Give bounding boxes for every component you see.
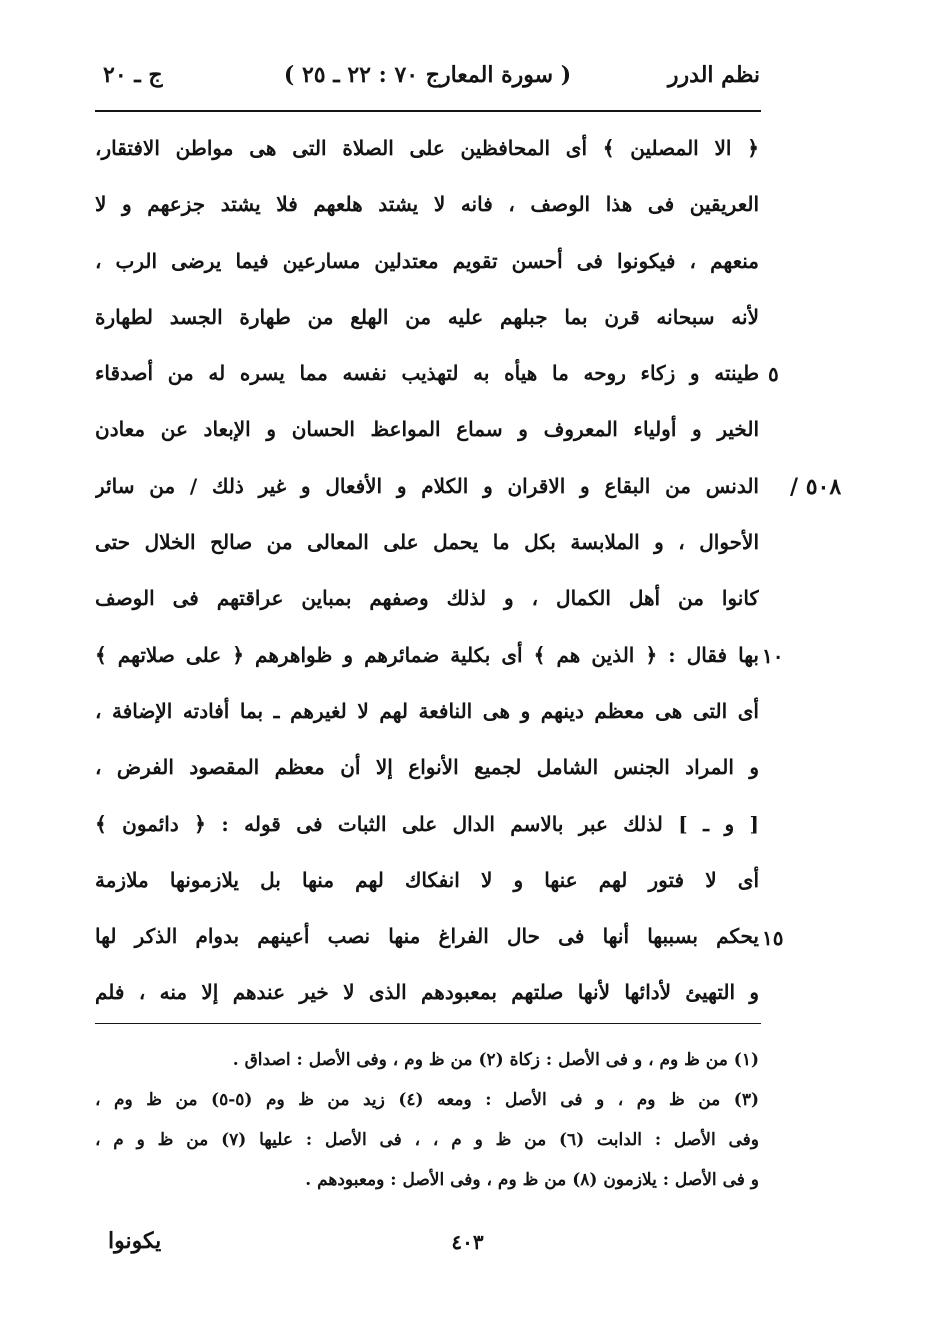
text-line: الأحوال ، و الملابسة بكل ما يحمل على المعالى من صالح الخلال حتى: [95, 530, 759, 555]
text-line: الدنس من البقاع و الاقران و الكلام و الأفعال و غير ذلك / من سائر: [95, 473, 759, 498]
text-line: و المراد الجنس الشامل لجميع الأنواع إلا أن معظم المقصود الفرض ،: [95, 755, 759, 780]
footnote-line: (١) من ظ وم ، و فى الأصل : زكاة (٢) من ظ وم ، وفى الأصل : اصداق .: [232, 1050, 759, 1070]
footnote-line: وفى الأصل : الدابت (٦) من ظ و م ، ، فى الأصل : عليها (٧) من ظ و م ،: [95, 1130, 759, 1150]
surah-reference: ( سورة المعارج ٧٠ : ٢٢ ـ ٢٥ ): [283, 62, 572, 88]
footnote-line: و فى الأصل : يلازمون (٨) من ظ وم ، وفى الأصل : ومعبودهم .: [305, 1170, 759, 1190]
running-title: نظم الدرر: [667, 62, 760, 88]
text-line: طينته و زكاء روحه ما هيأه به لتهذيب نفسه مما يسره له من أصدقاء: [95, 361, 759, 386]
text-line: يحكم بسببها أنها فى حال الفراغ منها نصب أعينهم بدوام الذكر لها: [95, 924, 759, 949]
text-line: منعهم ، فيكونوا فى أحسن تقويم معتدلين مسارعين فيما يرضى الرب ،: [95, 248, 759, 273]
running-header: [95, 52, 760, 102]
footnotes: [95, 1040, 759, 1200]
text-line: الخير و أولياء المعروف و سماع المواعظ الحسان و الإبعاد عن معادن: [95, 417, 759, 442]
header-rule: [95, 110, 761, 112]
text-line: كانوا من أهل الكمال ، و لذلك وصفهم بمباين عراقتهم فى الوصف: [95, 586, 759, 611]
line-number-15: ١٥: [762, 926, 784, 950]
line-number-10: ١٠: [762, 644, 784, 668]
main-text: [95, 120, 759, 1021]
footnote-line: (٣) من ظ وم ، و فى الأصل : ومعه (٤) زيد من ظ وم (٥-٥) من ظ وم ،: [95, 1090, 759, 1110]
text-line: بها فقال : ﴿ الذين هم ﴾ أى بكلية ضمائرهم و ظواهرهم ﴿ على صلاتهم ﴾: [95, 642, 759, 667]
page-number: ٤٠٣: [451, 1230, 484, 1254]
text-line: ﴿ الا المصلين ﴾ أى المحافظين على الصلاة التى هى مواطن الافتقار،: [95, 136, 759, 160]
catchword: يكونوا: [108, 1228, 162, 1254]
text-line: أى لا فتور لهم عنها و لا انفكاك لهم منها بل يلازمونها ملازمة: [95, 867, 759, 892]
line-number-5: ٥: [768, 362, 779, 386]
text-line: و التهيئ لأدائها لأنها صلتهم بمعبودهم الذى لا خير عندهم إلا منه ، فلم: [95, 980, 759, 1005]
footnote-rule: [95, 1023, 761, 1024]
text-line: العريقين فى هذا الوصف ، فانه لا يشتد هلعهم فلا يشتد جزعهم و لا: [95, 192, 759, 217]
text-line: [ و ـ ] لذلك عبر بالاسم الدال على الثبات فى قوله : ﴿ دائمون ﴾: [95, 811, 759, 836]
text-line: لأنه سبحانه قرن بما جبلهم عليه من الهلع من طهارة الجسد لطهارة: [95, 304, 759, 329]
text-line: أى التى هى معظم دينهم و هى النافعة لهم لا لغيرهم ـ بما أفادته الإضافة ،: [95, 698, 759, 723]
volume-label: ج ـ ٢٠: [103, 62, 163, 88]
manuscript-folio-marker: ٥٠٨ /: [790, 474, 842, 500]
